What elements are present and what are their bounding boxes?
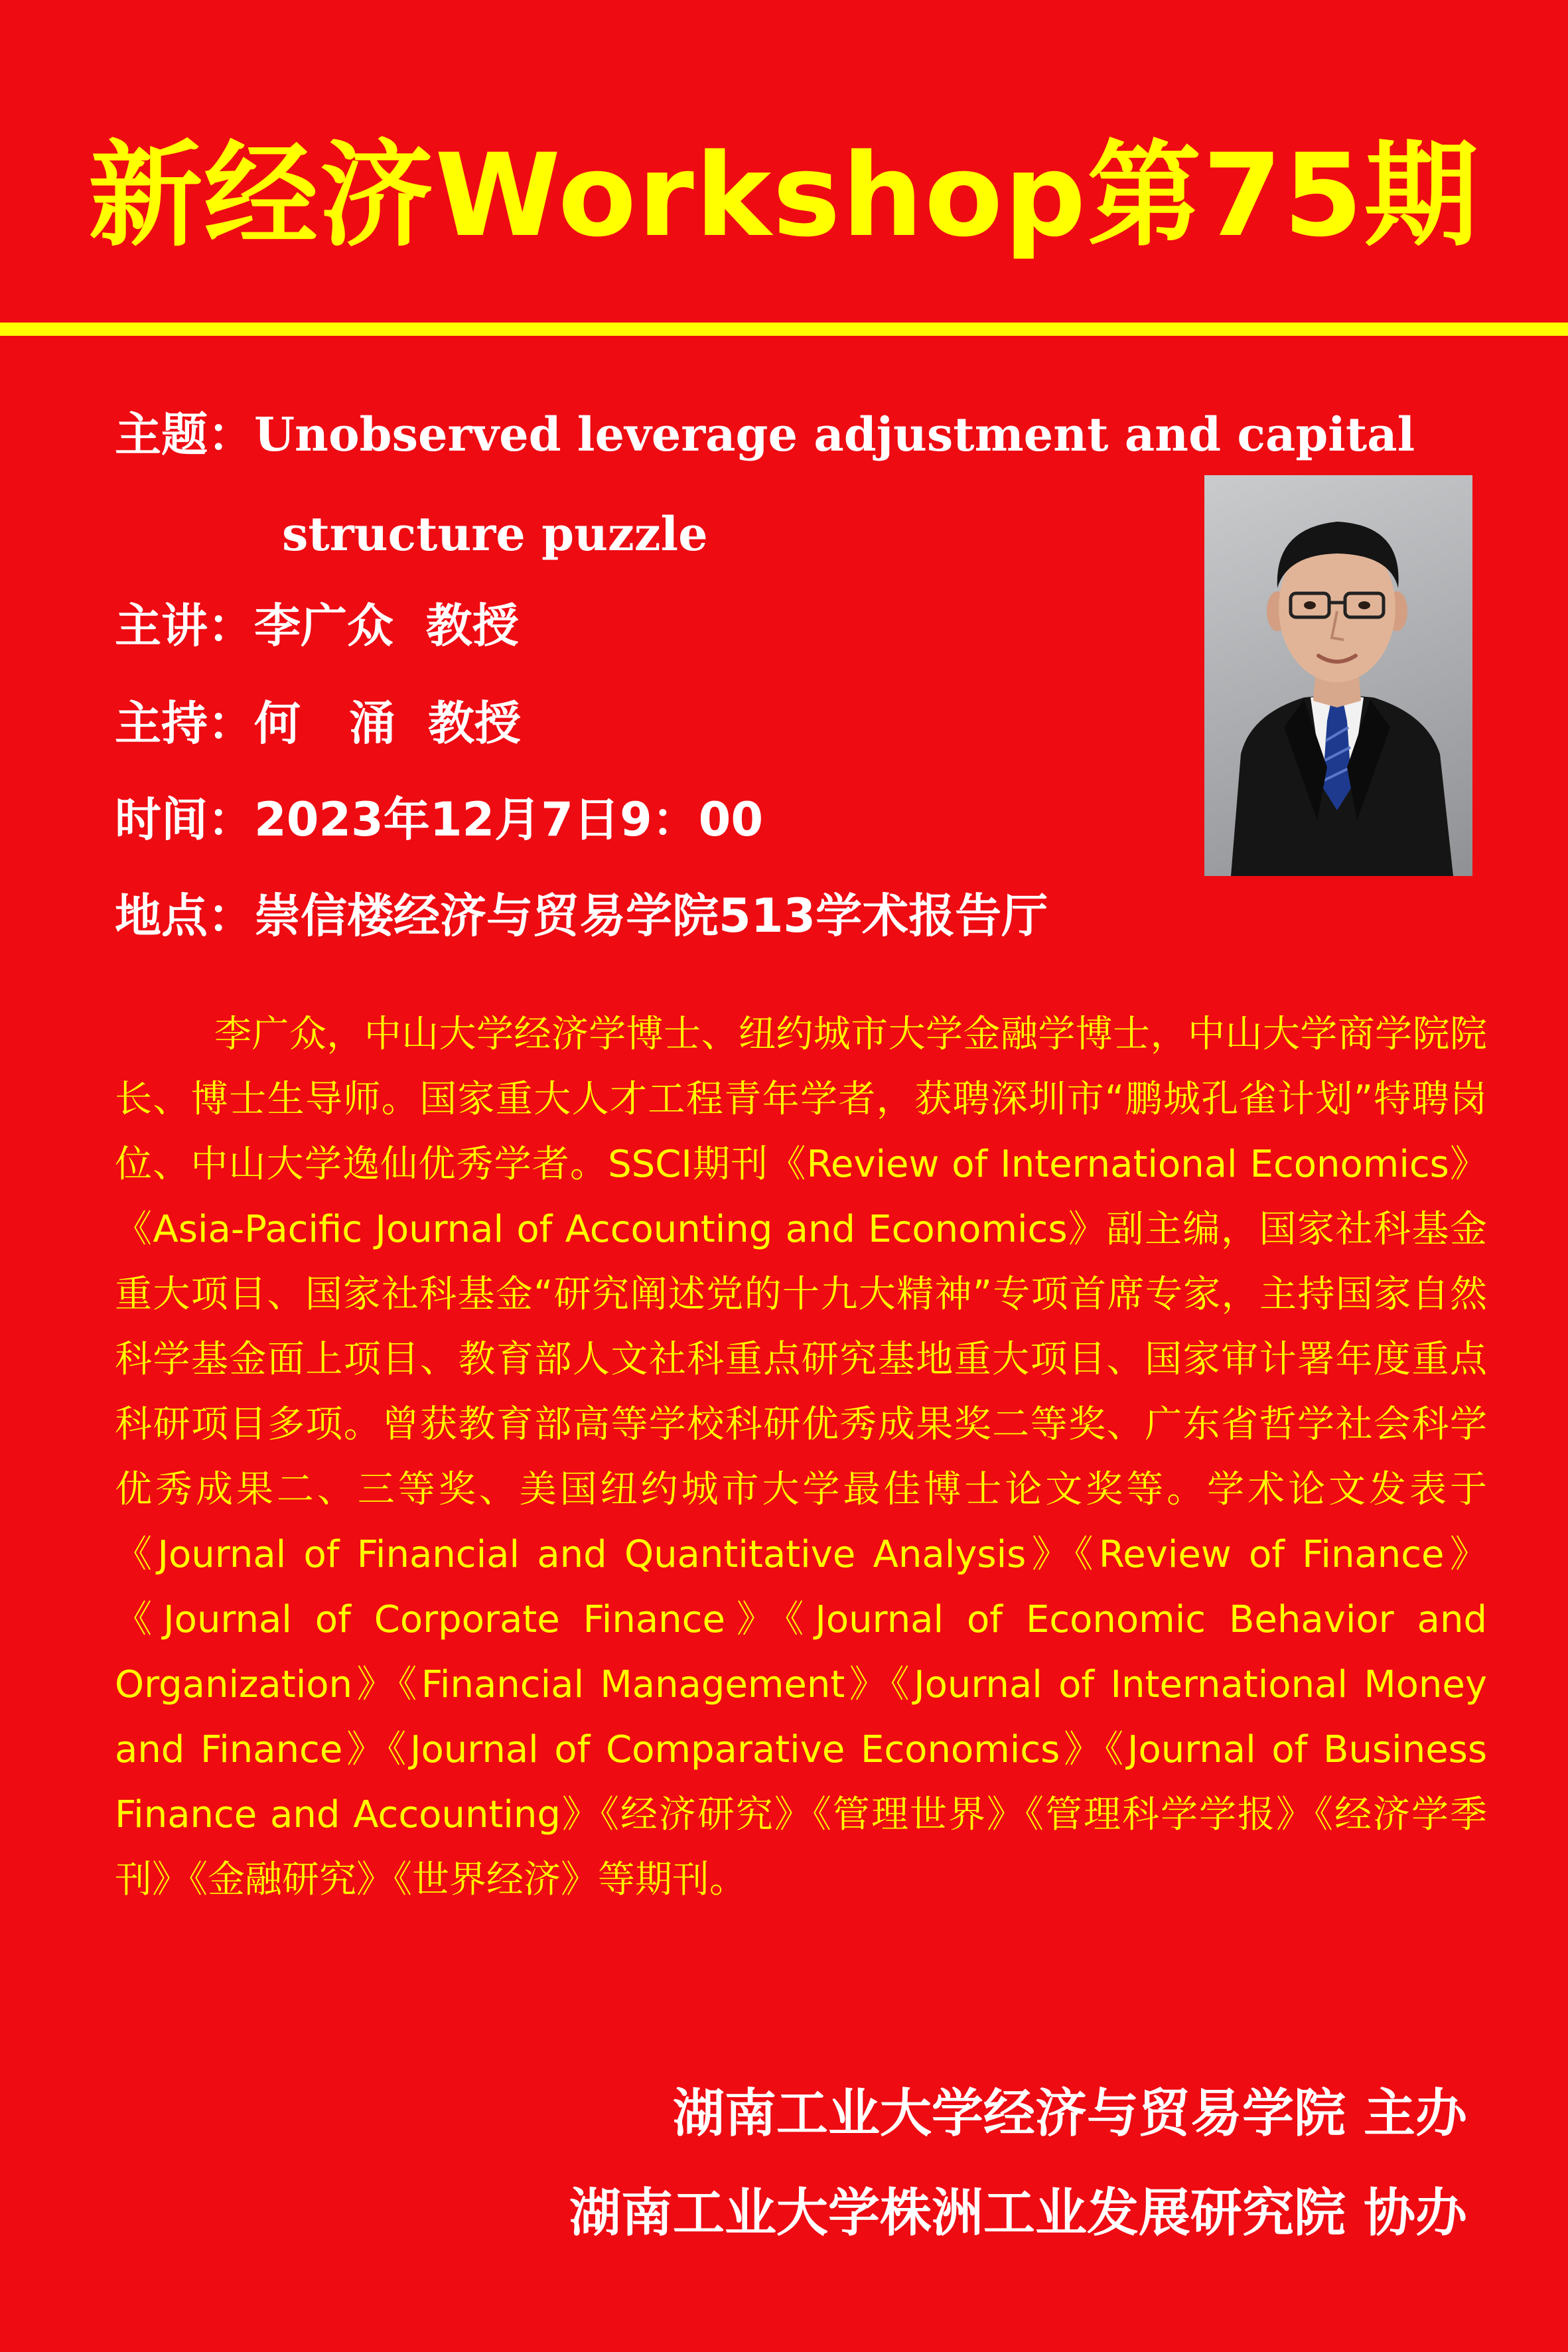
time-label: 时间： (115, 792, 254, 847)
organizer-line: 湖南工业大学经济与贸易学院 主办 (672, 2084, 1467, 2144)
speaker-line (115, 593, 519, 659)
topic-title-line2: structure puzzle (282, 506, 708, 561)
venue-label: 地点： (115, 889, 254, 943)
topic-title-line1: Unobserved leverage adjustment and capital (254, 407, 1415, 462)
topic-label: 主题： (115, 407, 254, 462)
speaker-name: 李广众 教授 (254, 599, 519, 653)
host-name: 何 涌 教授 (254, 696, 521, 751)
speaker-photo (1204, 475, 1472, 876)
host-line (115, 690, 521, 757)
speaker-label: 主讲： (115, 599, 254, 653)
speaker-portrait-illustration (1204, 475, 1472, 876)
topic-line (115, 402, 1415, 468)
venue-line (115, 883, 1048, 949)
title-divider (0, 323, 1568, 336)
venue-value: 崇信楼经济与贸易学院513学术报告厅 (254, 889, 1048, 943)
time-line (115, 786, 763, 853)
co-organizer-line: 湖南工业大学株洲工业发展研究院 协办 (569, 2183, 1467, 2243)
speaker-biography: 李广众，中山大学经济学博士、纽约城市大学金融学博士，中山大学商学院院长、博士生导师。国家重大人才工程青年学者，获聘深圳市“鹏城孔雀计划”特聘岗位、中山大学逸仙优秀学者。SSCI期刊《Review of International Economics》《Asia-Pacific Journal of Accounting and Economics》副主编，国家社科基金重大项目、国家社科基金“研究阐述党的十九大精神”专项首席专家，主持国家自然科学基金面上项目、教育部人文社科重点研究基地重大项目、国家审计署年度重点科研项目多项。曾获教育部高等学校科研优秀成果奖二等奖、广东省哲学社会科学优秀成果二、三等奖、美国纽约城市大学最佳博士论文奖等。学术论文发表于《Journal of Financial and Quantitative Analysis》《Review of Finance》《Journal of Corporate Finance》《Journal of Economic Behavior and Organization》《Financial Management》《Journal of International Money and Finance》《Journal of Comparative Economics》《Journal of Business Finance and Accounting》《经济研究》《管理世界》《管理科学学报》《经济学季刊》《金融研究》《世界经济》等期刊。 (115, 1013, 1487, 1901)
poster-title: 新经济Workshop第75期 (88, 129, 1480, 262)
host-label: 主持： (115, 696, 254, 751)
time-value: 2023年12月7日9：00 (254, 792, 764, 847)
